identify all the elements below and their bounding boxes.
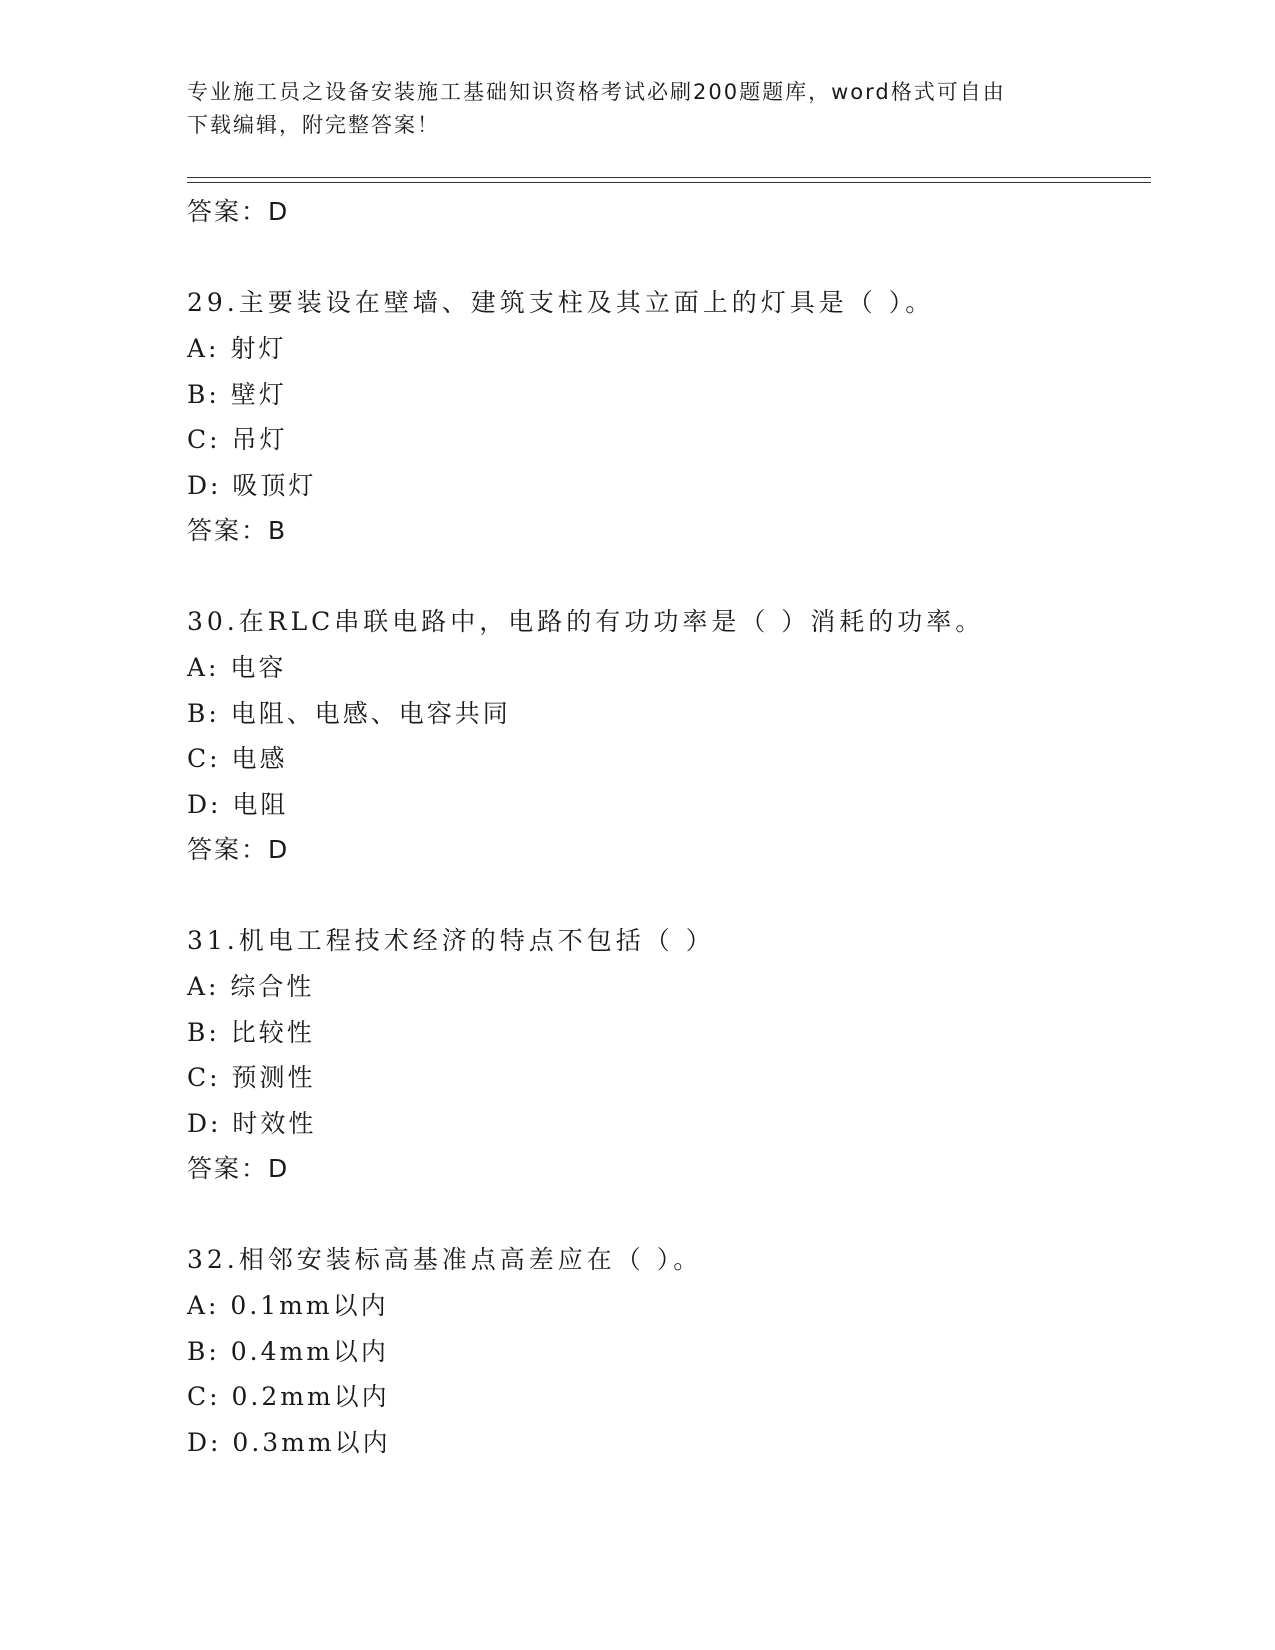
option-b: B: 比较性 <box>187 1017 315 1047</box>
option-c: C: 预测性 <box>187 1063 316 1092</box>
question-text: 29.主要装设在壁墙、建筑支柱及其立面上的灯具是（ ）。 <box>187 288 935 317</box>
question-29 <box>187 280 1151 554</box>
option-a: A: 综合性 <box>187 972 315 1001</box>
header-line-2: 下载编辑，附完整答案！ <box>187 113 440 137</box>
option-d: D: 0.3mm以内 <box>187 1427 391 1457</box>
option-b: B: 电阻、电感、电容共同 <box>187 698 511 728</box>
question-text: 30.在RLC串联电路中，电路的有功功率是（ ）消耗的功率。 <box>187 607 985 636</box>
question-30 <box>187 599 1151 873</box>
question-text: 31.机电工程技术经济的特点不包括（ ） <box>187 926 715 955</box>
option-c: C: 电感 <box>187 744 288 773</box>
question-list <box>187 189 1151 1465</box>
option-a: A: 射灯 <box>187 334 287 363</box>
option-a: A: 电容 <box>187 653 287 682</box>
header-line-1: 专业施工员之设备安装施工基础知识资格考试必刷200题题库，word格式可自由 <box>187 80 1006 104</box>
option-c: C: 0.2mm以内 <box>187 1382 390 1411</box>
option-c: C: 吊灯 <box>187 425 288 454</box>
option-a: A: 0.1mm以内 <box>187 1291 389 1320</box>
option-d: D: 时效性 <box>187 1108 317 1138</box>
question-text: 32.相邻安装标高基准点高差应在（ ）。 <box>187 1245 703 1274</box>
answer-line: 答案：D <box>187 1154 290 1183</box>
answer-line: 答案：B <box>187 516 288 545</box>
previous-answer: 答案：D <box>187 197 290 226</box>
document-header <box>187 76 1087 142</box>
option-b: B: 0.4mm以内 <box>187 1336 389 1366</box>
option-d: D: 电阻 <box>187 789 289 819</box>
option-d: D: 吸顶灯 <box>187 470 317 500</box>
answer-line: 答案：D <box>187 835 290 864</box>
header-divider-top <box>187 177 1151 178</box>
option-b: B: 壁灯 <box>187 379 287 409</box>
header-divider-bottom <box>187 182 1151 183</box>
question-31 <box>187 918 1151 1192</box>
question-32 <box>187 1237 1151 1465</box>
